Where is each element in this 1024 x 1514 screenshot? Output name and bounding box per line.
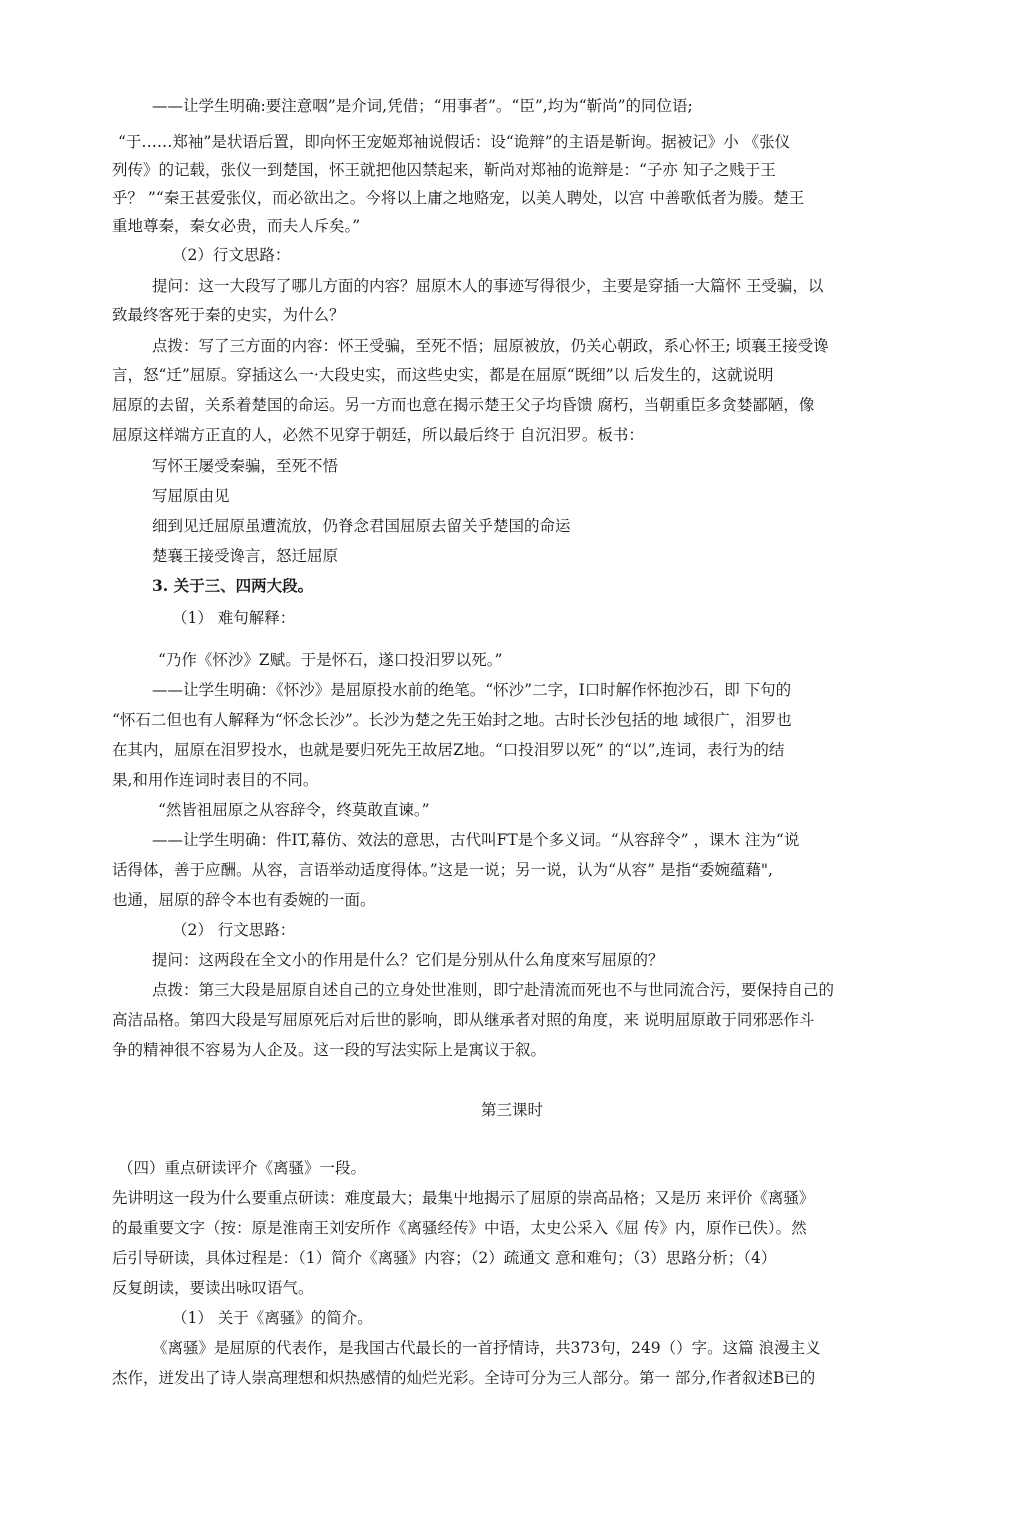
text-line: 话得体，善于应酬。从容，言语举动适度得体。”这是一说；另一说，认为“从容” 是指“委婉蕴藉",: [112, 861, 773, 879]
text-line: （1） 关于《离骚》的简介。: [172, 1309, 373, 1327]
text-line: “怀石二但也有人解释为“怀念长沙”。长沙为楚之先王始封之地。古时长沙包括的地 域很广，泪罗也: [112, 711, 792, 729]
text-line: “然皆祖屈原之从容辞令，终莫敢直谏。”: [158, 801, 430, 819]
text-line: ——让学生明确：件IT,幕仿、效法的意思，古代叫FT是个多义词。“从容辞令” ，课木 注为“说: [152, 831, 800, 849]
text-line: “乃作《怀沙》Z赋。于是怀石，遂口投汨罗以死。”: [158, 651, 503, 669]
text-line: 反复朗读，要读出咏叹语气。: [112, 1279, 314, 1297]
text-line: 写屈原由见: [152, 487, 230, 505]
text-line: 重地尊秦，秦女必贵，而夫人斥矣。”: [112, 217, 361, 235]
text-line: ——让学生明确:要注意咽”是介词,凭借；“用事者”。“臣”,均为“靳尚”的同位语;: [152, 97, 693, 115]
text-line: 屈原的去留，关系着楚国的命运。另一方而也意在揭示楚王父子均昏馈 腐朽，当朝重臣多贪婪鄙陋，像: [112, 396, 815, 414]
text-line: （2） 行文思路：: [172, 921, 296, 939]
text-line: 点拨：第三大段是屈原自述自己的立身处世准则，即宁赴清流而死也不与世同流合污，要保持自己的: [152, 981, 835, 999]
text-line: 争的精神很不容易为人企及。这一段的写法实际上是寓议于叙。: [112, 1041, 547, 1059]
text-line: ——让学生明确：《怀沙》是屈原投水前的绝笔。“怀沙”二字，I口时解作怀抱沙石，即 下句的: [152, 681, 792, 699]
text-line: 后引导研读，具体过程是：（1）简介《离骚》内容；（2）疏通文 意和难句；（3）思路分析；（4）: [112, 1249, 777, 1267]
text-line: 乎？ ”“秦王甚爱张仪，而必欲出之。今将以上庸之地赂宠，以美人聘处，以宫 中善歌低者为媵。楚王: [112, 189, 805, 207]
text-line: 也通，屈原的辞令本也有委婉的一面。: [112, 891, 376, 909]
text-line: “于……郑袖”是状语后置，即向怀王宠姬郑袖说假话：设“诡辩”的主语是靳询。据被记》小 《张仪: [118, 133, 791, 151]
text-line: 言，怒“迁”屈原。穿插这么一·大段史实，而这些史实，都是在屈原“既细”以 后发生的，这就说明: [112, 366, 774, 384]
text-line: （2）行文思路：: [172, 246, 291, 264]
text-line: 楚襄王接受谗言，怒迁屈原: [152, 547, 339, 565]
text-line: 细到见迁屈原虽遭流放，仍脊念君国屈原去留关乎楚国的命运: [152, 517, 571, 535]
text-line: （四）重点研读评介《离骚》一段。: [118, 1159, 367, 1177]
text-line: 3. 关于三、四两大段。: [152, 576, 314, 595]
text-line: 在其内，屈原在泪罗投水，也就是要归死先王故居Z地。“口投泪罗以死” 的“以”,连词，表行为的结: [112, 741, 785, 759]
text-line: （1） 难句解释：: [172, 609, 296, 627]
text-line: 屈原这样端方正直的人，必然不见穿于朝廷，所以最后终于 自沉汨罗。板书：: [112, 426, 644, 444]
text-line: 点拨：写了三方面的内容：怀王受骗，至死不悟；屈原被放，仍关心朝政，系心怀王; 顷襄王接受谗: [152, 337, 829, 355]
text-line: 致最终客死于秦的史实，为什么？: [112, 306, 345, 324]
text-line: 列传》的记载，张仪一到楚国，怀王就把他囚禁起来，靳尚对郑袖的诡辩是：“子亦 知子之贱于王: [112, 161, 776, 179]
text-line: 高洁品格。第四大段是写屈原死后对后世的影响，即从继承者对照的角度，来 说明屈原敢于同邪恶作斗: [112, 1011, 815, 1029]
text-line: 提问：这一大段写了哪儿方面的内容？屈原木人的事迹写得很少，主要是穿插一大篇怀 王受骗，以: [152, 277, 824, 295]
text-line: 杰作，迸发出了诗人崇高理想和炽热感情的灿烂光彩。全诗可分为三人部分。第一 部分,作者叙述B已的: [112, 1369, 816, 1387]
text-line: 果,和用作连词时表目的不同。: [112, 771, 319, 789]
text-line: 先讲明这一段为什么要重点研读：难度最大；最集屮地揭示了屈原的崇高品格；又是历 来评价《离骚》: [112, 1189, 815, 1207]
text-line: 《离骚》是屈原的代表作，是我国古代最长的一首抒情诗，共373句，249（）字。这篇 浪漫主义: [152, 1339, 821, 1357]
section-heading: 第三课时: [480, 1101, 543, 1119]
text-line: 写怀王屡受秦骗，至死不悟: [152, 457, 339, 475]
text-line: 提问：这两段在全文小的作用是什么？它们是分别从什么角度來写屈原的？: [152, 951, 664, 969]
text-line: 的最重要文字（按：原是淮南王刘安所作《离骚经传》中语，太史公采入《屈 传》内，原作已佚）。然: [112, 1219, 807, 1237]
